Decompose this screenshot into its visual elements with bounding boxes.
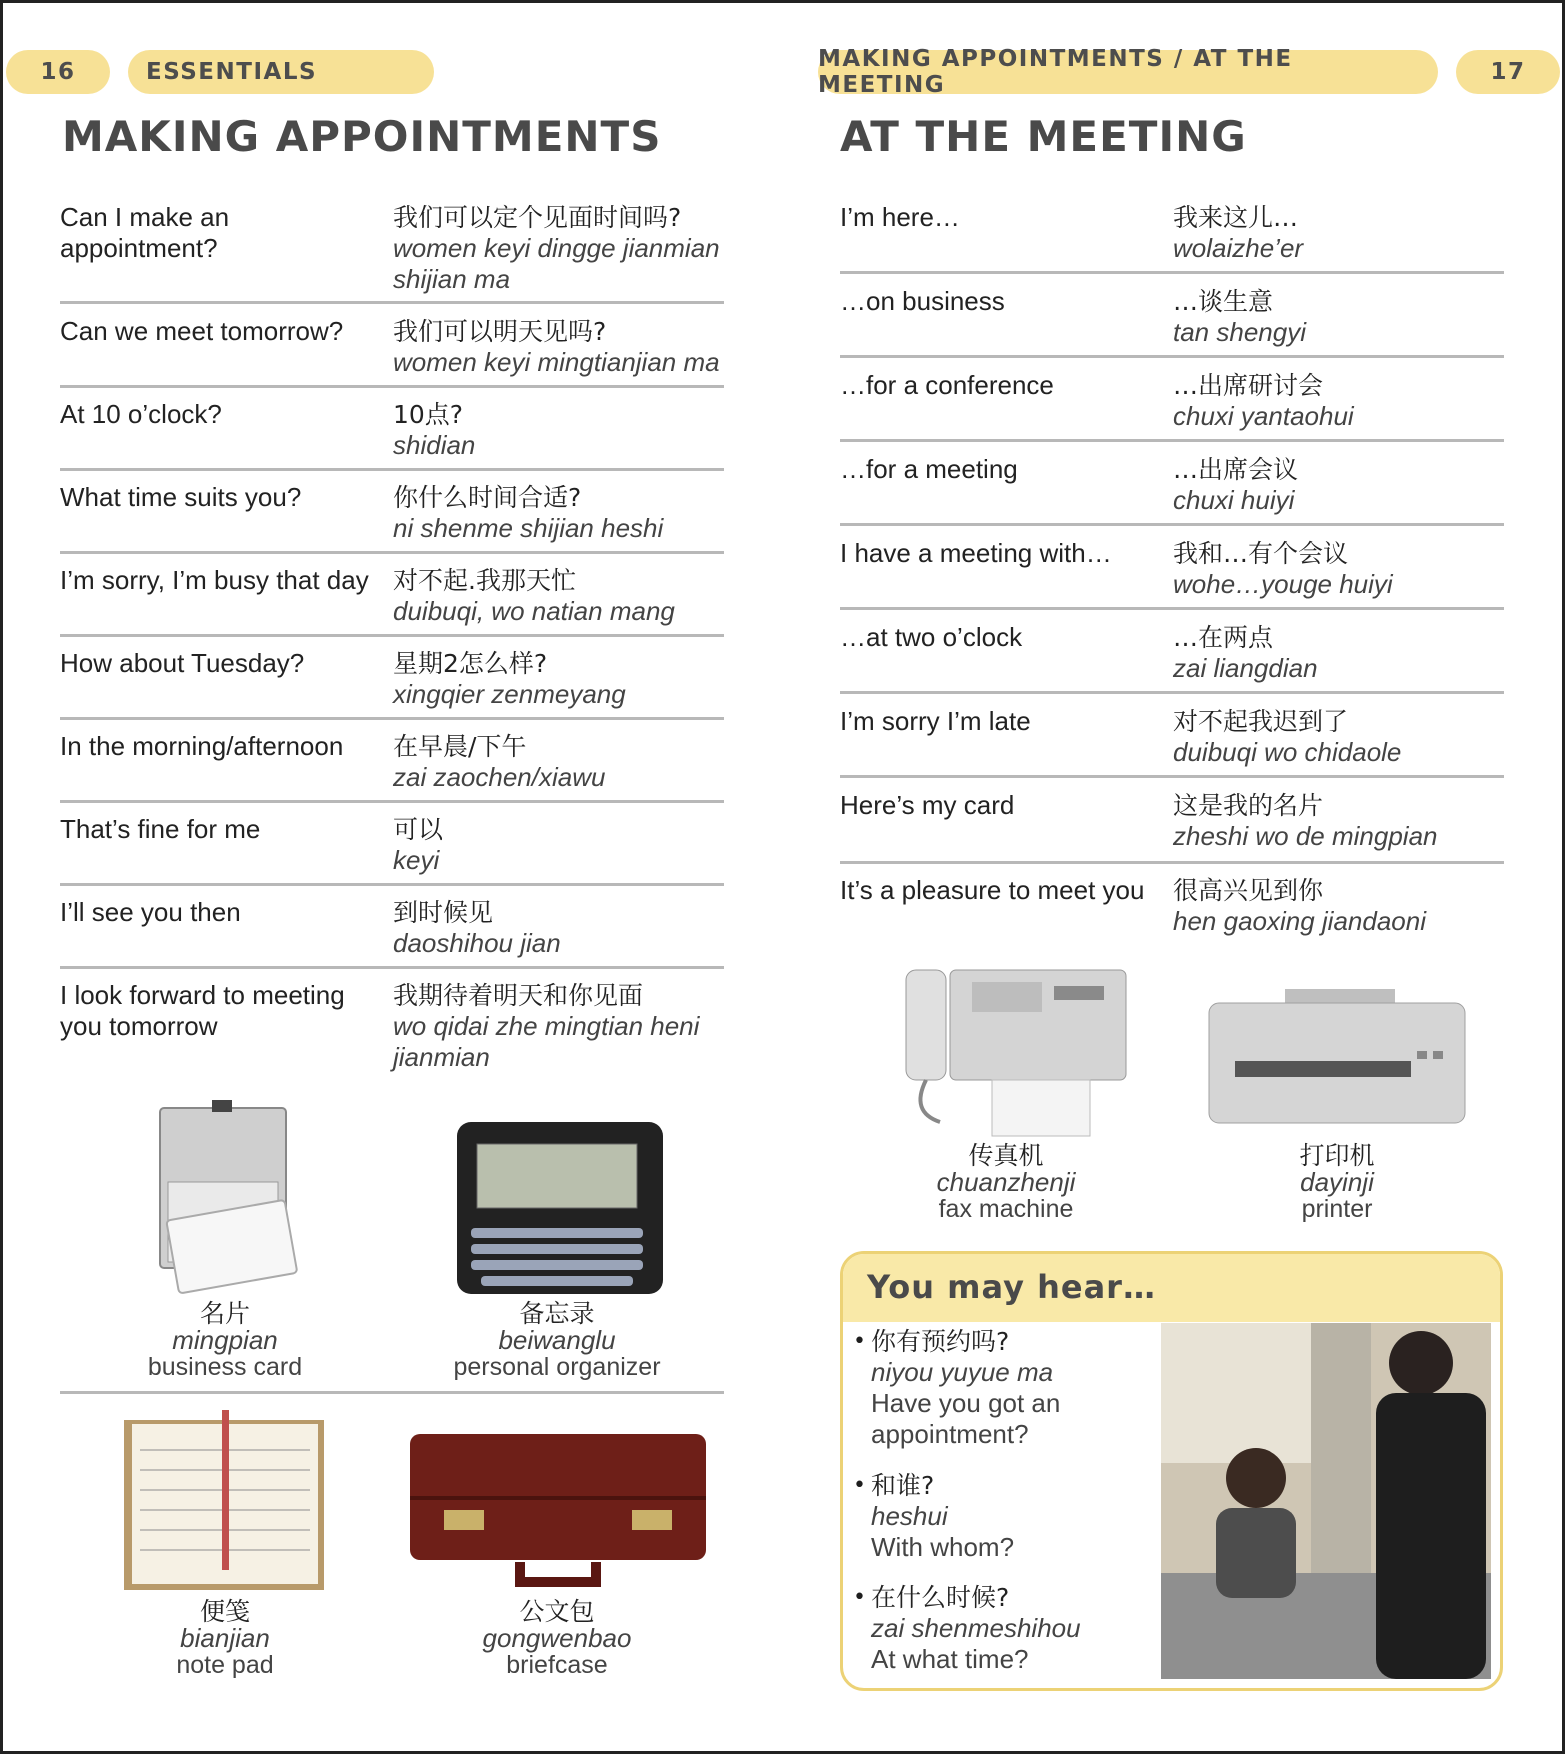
left-section-tab <box>128 50 434 94</box>
phrase-english: I’m here… <box>840 202 960 232</box>
phrase-row <box>60 970 724 1082</box>
right-page-title: AT THE MEETING <box>840 112 1247 161</box>
left-page-title: MAKING APPOINTMENTS <box>62 112 662 161</box>
item-english: personal organizer <box>453 1353 661 1381</box>
item-caption-organizer <box>392 1300 722 1381</box>
bullet-icon: • <box>853 1473 866 1498</box>
phrase-chinese: 这是我的名片 <box>1173 791 1324 820</box>
phrase-pinyin: ni shenme shijian heshi <box>393 513 664 543</box>
item-pinyin: chuanzhenji <box>936 1167 1076 1197</box>
phrase-row <box>840 360 1504 442</box>
phrase-row <box>60 389 724 471</box>
item-caption-briefcase <box>392 1598 722 1679</box>
phrase-chinese: 很高兴见到你 <box>1173 876 1324 905</box>
phrase-row <box>60 721 724 803</box>
item-chinese: 备忘录 <box>519 1299 595 1328</box>
phrase-pinyin: zai zaochen/xiawu <box>393 762 606 792</box>
phrase-english: What time suits you? <box>60 482 302 512</box>
phrase-row <box>840 528 1504 610</box>
phrase-row <box>840 276 1504 358</box>
phrase-pinyin: xingqier zenmeyang <box>393 679 626 709</box>
item-pinyin: mingpian <box>172 1325 278 1355</box>
right-page-number: 17 <box>1456 50 1560 94</box>
hear-english: At what time? <box>871 1644 1029 1674</box>
phrase-pinyin: wohe…youge huiyi <box>1173 569 1393 599</box>
bullet-icon: • <box>853 1329 866 1354</box>
phrase-pinyin: wo qidai zhe mingtian heni jianmian <box>393 1011 700 1072</box>
phrase-row <box>60 555 724 637</box>
phrase-pinyin: daoshihou jian <box>393 928 561 958</box>
item-chinese: 名片 <box>199 1299 250 1328</box>
phrase-row <box>60 306 724 388</box>
phrase-row <box>840 780 1504 864</box>
phrase-row <box>840 612 1504 694</box>
hear-pinyin: niyou yuyue ma <box>871 1357 1054 1387</box>
phrase-english: Can we meet tomorrow? <box>60 316 344 346</box>
phrase-chinese: 我们可以定个见面时间吗? <box>393 203 682 232</box>
hear-chinese: 在什么时候? <box>871 1583 1010 1612</box>
notepad-image <box>120 1410 330 1595</box>
phrase-english: I’m sorry I’m late <box>840 706 1031 736</box>
item-english: note pad <box>176 1651 274 1679</box>
phrase-chinese: 对不起.我那天忙 <box>393 566 576 595</box>
phrase-pinyin: zai liangdian <box>1173 653 1318 683</box>
phrase-chinese: 你什么时间合适? <box>393 483 582 512</box>
phrase-english: I’m sorry, I’m busy that day <box>60 565 369 595</box>
phrase-english: …at two o’clock <box>840 622 1023 652</box>
phrase-chinese: 我来这儿… <box>1173 203 1299 232</box>
item-pinyin: gongwenbao <box>482 1623 632 1653</box>
phrase-english: I have a meeting with… <box>840 538 1112 568</box>
illustration-divider <box>60 1391 724 1394</box>
left-page-number: 16 <box>6 50 110 94</box>
phrase-pinyin: duibuqi wo chidaole <box>1173 737 1402 767</box>
hear-english: Have you got an appointment? <box>871 1388 1061 1449</box>
hear-chinese: 你有预约吗? <box>871 1327 1010 1356</box>
phrase-english: Here’s my card <box>840 790 1015 820</box>
phrase-pinyin: keyi <box>393 845 440 875</box>
phrase-row <box>60 887 724 969</box>
item-chinese: 公文包 <box>519 1597 595 1626</box>
phrase-pinyin: tan shengyi <box>1173 317 1306 347</box>
business-card-case-image <box>150 1098 310 1298</box>
printer-image <box>1205 987 1470 1132</box>
item-english: fax machine <box>938 1195 1074 1223</box>
phrase-chinese: 在早晨/下午 <box>393 732 527 761</box>
item-pinyin: bianjian <box>180 1623 270 1653</box>
left-section-label: ESSENTIALS <box>146 59 318 85</box>
bullet-icon: • <box>853 1585 866 1610</box>
phrase-english: …on business <box>840 286 1005 316</box>
right-section-label: MAKING APPOINTMENTS / AT THE MEETING <box>818 46 1293 98</box>
phrase-english: …for a conference <box>840 370 1054 400</box>
phrase-chinese: 我期待着明天和你见面 <box>393 981 644 1010</box>
phrase-chinese: 我们可以明天见吗? <box>393 317 607 346</box>
item-caption-business-card <box>60 1300 390 1381</box>
phrase-chinese: …出席会议 <box>1173 455 1299 484</box>
phrase-chinese: …谈生意 <box>1173 287 1274 316</box>
phrase-chinese: 对不起我迟到了 <box>1173 707 1349 736</box>
phrase-pinyin: duibuqi, wo natian mang <box>393 596 675 626</box>
item-english: printer <box>1301 1195 1373 1223</box>
phrase-chinese: 到时候见 <box>393 898 494 927</box>
phrase-row <box>840 865 1504 947</box>
phrase-english: I look forward to meeting you tomorrow <box>60 980 345 1041</box>
hear-chinese: 和谁? <box>871 1471 935 1500</box>
right-section-tab <box>818 46 1438 98</box>
phrase-row <box>60 472 724 554</box>
item-pinyin: dayinji <box>1300 1167 1374 1197</box>
phrase-row <box>840 444 1504 526</box>
phrase-pinyin: wolaizhe’er <box>1173 233 1304 263</box>
phrase-pinyin: chuxi huiyi <box>1173 485 1295 515</box>
phrase-english: At 10 o’clock? <box>60 399 222 429</box>
phrase-english: I’ll see you then <box>60 897 241 927</box>
phrase-row <box>60 638 724 720</box>
hear-english: With whom? <box>871 1532 1015 1562</box>
phrase-row <box>60 804 724 886</box>
hear-item <box>853 1582 1131 1675</box>
phrase-english: It’s a pleasure to meet you <box>840 875 1145 905</box>
briefcase-image <box>408 1432 708 1592</box>
phrase-chinese: …在两点 <box>1173 623 1274 652</box>
hear-pinyin: heshui <box>871 1501 948 1531</box>
phrase-english: In the morning/afternoon <box>60 731 344 761</box>
fax-machine-image <box>880 962 1130 1142</box>
phrase-english: How about Tuesday? <box>60 648 305 678</box>
item-english: briefcase <box>506 1651 608 1679</box>
item-caption-notepad <box>60 1598 390 1679</box>
item-caption-printer <box>1172 1142 1502 1223</box>
phrase-english: Can I make an appointment? <box>60 202 230 263</box>
item-english: business card <box>147 1353 303 1381</box>
phrase-pinyin: women keyi dingge jianmian shijian ma <box>393 233 720 294</box>
phrase-row <box>840 192 1504 274</box>
phrase-chinese: 可以 <box>393 815 444 844</box>
item-chinese: 便笺 <box>199 1597 250 1626</box>
hear-item <box>853 1470 1131 1563</box>
phrase-pinyin: shidian <box>393 430 476 460</box>
item-pinyin: beiwanglu <box>498 1325 616 1355</box>
phrase-chinese: 星期2怎么样? <box>393 649 548 678</box>
you-may-hear-title: You may hear… <box>843 1254 1500 1322</box>
organizer-image <box>455 1120 665 1300</box>
phrase-pinyin: women keyi mingtianjian ma <box>393 347 720 377</box>
item-chinese: 传真机 <box>968 1141 1044 1170</box>
phrase-chinese: 我和…有个会议 <box>1173 539 1349 568</box>
hear-pinyin: zai shenmeshihou <box>871 1613 1081 1643</box>
phrase-chinese: …出席研讨会 <box>1173 371 1324 400</box>
phrase-chinese: 10点? <box>393 400 464 429</box>
phrase-row <box>840 696 1504 778</box>
phrase-pinyin: chuxi yantaohui <box>1173 401 1354 431</box>
item-caption-fax-machine <box>841 1142 1171 1223</box>
phrase-english: …for a meeting <box>840 454 1018 484</box>
you-may-hear-box <box>840 1251 1503 1691</box>
hear-item <box>853 1326 1131 1450</box>
office-reception-photo <box>1161 1323 1491 1679</box>
phrase-english: That’s fine for me <box>60 814 261 844</box>
phrase-row <box>60 192 724 304</box>
phrase-pinyin: hen gaoxing jiandaoni <box>1173 906 1426 936</box>
phrase-pinyin: zheshi wo de mingpian <box>1173 821 1438 851</box>
item-chinese: 打印机 <box>1299 1141 1375 1170</box>
